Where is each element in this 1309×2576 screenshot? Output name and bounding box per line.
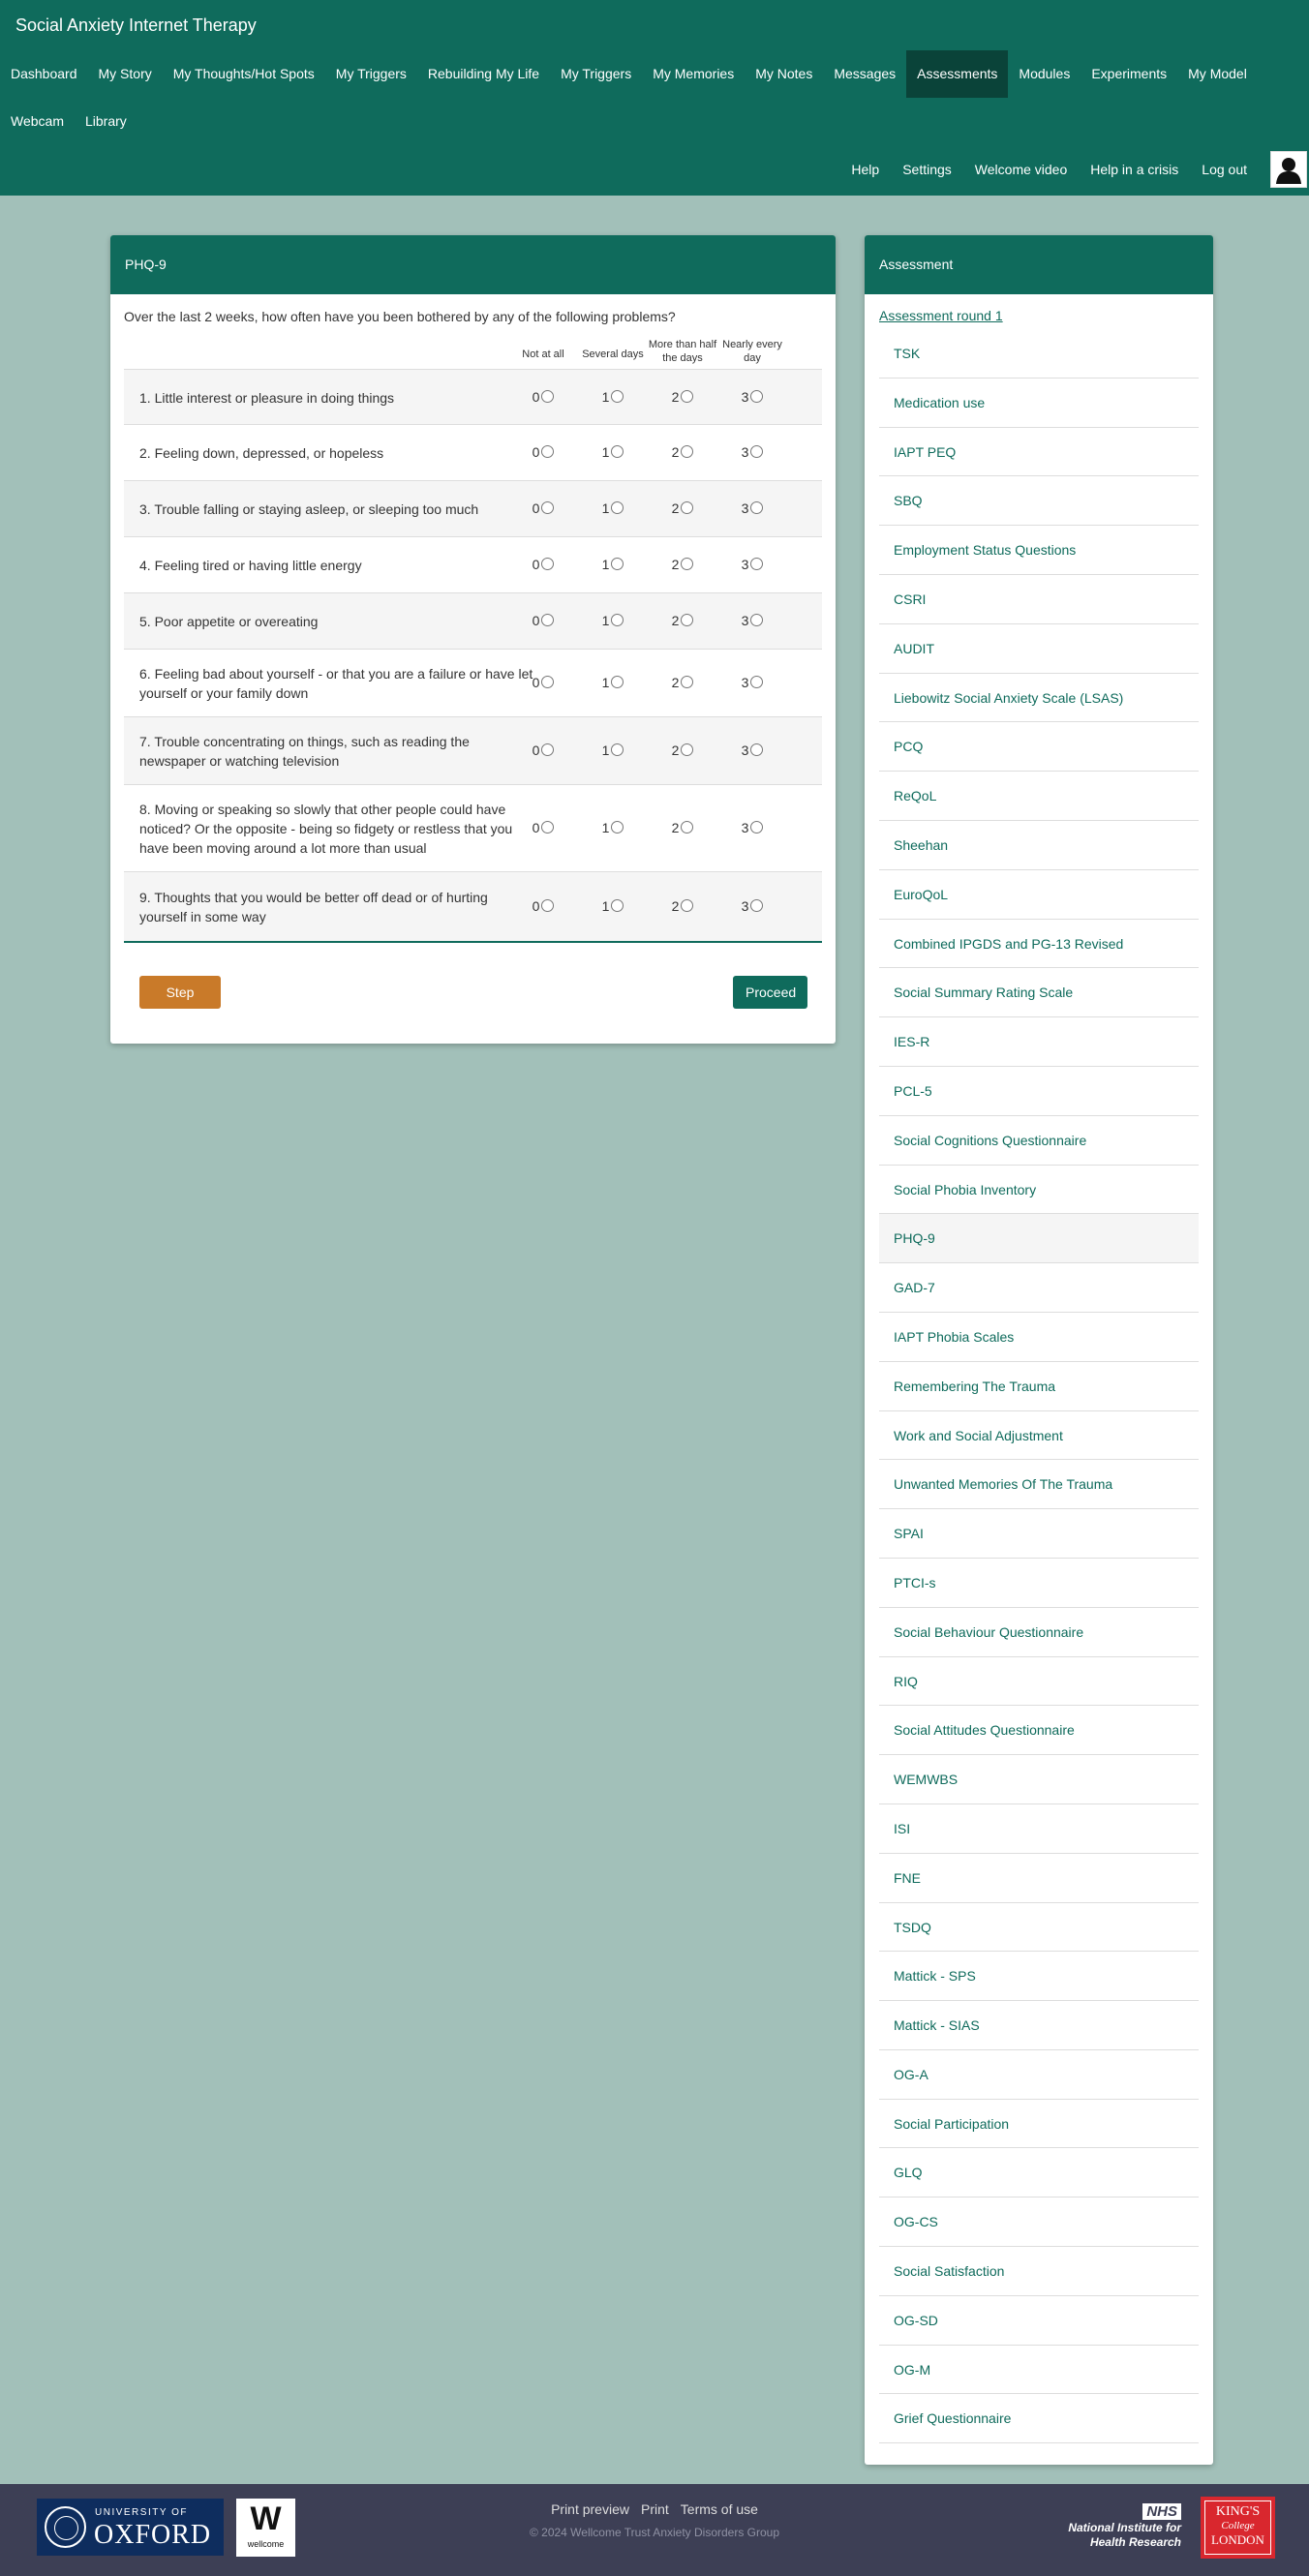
answer-option[interactable] — [648, 613, 717, 628]
answer-radio[interactable] — [611, 614, 624, 626]
question-text: 9. Thoughts that you would be better off dead or of hurting yourself in some way — [139, 890, 488, 924]
assessment-item[interactable]: Medication use — [879, 379, 1199, 428]
assessment-item[interactable]: IAPT Phobia Scales — [879, 1313, 1199, 1362]
answer-radio[interactable] — [541, 390, 554, 403]
answer-radio[interactable] — [541, 445, 554, 458]
nav-item-6[interactable]: My Memories — [653, 66, 735, 81]
answer-radio[interactable] — [541, 558, 554, 570]
user-avatar-icon[interactable] — [1270, 151, 1307, 188]
answer-score: 2 — [671, 613, 680, 628]
answer-score: 3 — [741, 898, 749, 914]
question-text: 2. Feeling down, depressed, or hopeless — [139, 445, 384, 461]
assessment-item[interactable]: AUDIT — [879, 624, 1199, 674]
step-back-button[interactable]: Step back — [139, 976, 221, 1009]
answer-option[interactable] — [508, 557, 578, 572]
answer-score: 3 — [741, 444, 749, 460]
question-text: 6. Feeling bad about yourself - or that you are a failure or have let yourself or your family down — [139, 666, 533, 701]
footer-link-2[interactable]: Terms of use — [680, 2501, 758, 2517]
answer-score: 0 — [532, 500, 540, 516]
assessment-item[interactable]: Social Behaviour Questionnaire — [879, 1608, 1199, 1657]
nav-item-4[interactable]: Rebuilding My Life — [427, 66, 540, 81]
oxford-logo-line1: UNIVERSITY OF — [95, 2507, 188, 2518]
question-text: 7. Trouble concentrating on things, such as reading the newspaper or watching television — [139, 734, 470, 769]
assessment-item[interactable]: Combined IPGDS and PG-13 Revised — [879, 920, 1199, 969]
nav-item-11[interactable]: Experiments — [1091, 66, 1168, 81]
answer-radio[interactable] — [611, 445, 624, 458]
answer-score: 2 — [671, 557, 680, 572]
answer-option[interactable] — [508, 444, 578, 460]
nihr-logo — [1050, 2503, 1181, 2554]
assessment-item[interactable]: PTCI-s — [879, 1559, 1199, 1608]
site-header — [0, 0, 1309, 196]
assessment-item[interactable]: Employment Status Questions — [879, 526, 1199, 575]
proceed-button[interactable]: Proceed — [733, 976, 807, 1009]
answer-option[interactable] — [648, 389, 717, 405]
answer-option[interactable] — [578, 613, 648, 628]
answer-score: 1 — [601, 613, 610, 628]
nihr-line1: National Institute for — [1068, 2521, 1181, 2534]
kings-line1: KING'S — [1215, 2504, 1261, 2519]
answer-option[interactable] — [508, 500, 578, 516]
assessment-item[interactable]: CSRI — [879, 575, 1199, 624]
assessment-item[interactable]: Social Cognitions Questionnaire — [879, 1116, 1199, 1166]
kings-line2: College — [1221, 2520, 1255, 2531]
assessment-item[interactable]: TSDQ — [879, 1903, 1199, 1953]
assessment-round-link[interactable]: Assessment round 1 — [879, 308, 1003, 323]
answer-score: 1 — [601, 500, 610, 516]
answer-radio[interactable] — [541, 501, 554, 514]
assessment-item[interactable]: Liebowitz Social Anxiety Scale (LSAS) — [879, 674, 1199, 723]
answer-radio[interactable] — [681, 743, 693, 756]
assessment-item[interactable]: WEMWBS — [879, 1755, 1199, 1804]
answer-radio[interactable] — [541, 821, 554, 833]
question-row — [124, 536, 822, 592]
answer-score: 1 — [601, 742, 610, 758]
answer-score: 3 — [741, 820, 749, 835]
answer-option[interactable] — [648, 557, 717, 572]
app-title[interactable]: Social Anxiety Internet Therapy — [15, 15, 257, 35]
secondary-nav — [828, 150, 1309, 189]
question-text: 3. Trouble falling or staying asleep, or sleeping too much — [139, 501, 479, 517]
answer-score: 0 — [532, 742, 540, 758]
assessment-item[interactable]: PCL-5 — [879, 1067, 1199, 1116]
answer-radio[interactable] — [681, 390, 693, 403]
answer-option[interactable] — [717, 613, 787, 628]
nav-item-0[interactable]: Dashboard — [11, 66, 77, 81]
site-footer — [0, 2484, 1309, 2576]
assessment-item[interactable]: OG-SD — [879, 2296, 1199, 2346]
nav-item-12[interactable]: My Model — [1188, 66, 1247, 81]
answer-option[interactable] — [648, 898, 717, 914]
answer-radio[interactable] — [611, 558, 624, 570]
question-row — [124, 871, 822, 941]
assessment-sidebar — [865, 235, 1213, 2465]
answer-option[interactable] — [717, 389, 787, 405]
answer-option[interactable] — [508, 898, 578, 914]
answer-score: 2 — [671, 444, 680, 460]
kings-line3: LONDON — [1211, 2532, 1264, 2547]
copyright: © 2024 Wellcome Trust Anxiety Disorders Group — [529, 2526, 780, 2539]
answer-option[interactable] — [578, 389, 648, 405]
answer-score: 3 — [741, 675, 749, 690]
answer-radio[interactable] — [611, 676, 624, 688]
nihr-line2: Health Research — [1089, 2535, 1181, 2549]
kings-college-logo — [1201, 2497, 1275, 2559]
question-row — [124, 480, 822, 536]
answer-option[interactable] — [717, 820, 787, 835]
answer-radio[interactable] — [681, 558, 693, 570]
answer-score: 0 — [532, 389, 540, 405]
assessment-item[interactable]: Social Attitudes Questionnaire — [879, 1706, 1199, 1755]
answer-option[interactable] — [648, 820, 717, 835]
assessment-item[interactable]: SBQ — [879, 476, 1199, 526]
answer-score: 1 — [601, 898, 610, 914]
assessment-item[interactable]: GLQ — [879, 2148, 1199, 2197]
assessment-item[interactable]: OG-A — [879, 2050, 1199, 2100]
answer-option[interactable] — [717, 500, 787, 516]
answer-score: 0 — [532, 444, 540, 460]
assessment-item[interactable]: Social Participation — [879, 2100, 1199, 2149]
assessment-item[interactable]: Grief Questionnaire — [879, 2394, 1199, 2443]
nav-item-3[interactable]: My Triggers — [335, 66, 407, 81]
subnav-item-4[interactable]: Log out — [1202, 162, 1247, 177]
answer-radio[interactable] — [750, 614, 763, 626]
answer-radio[interactable] — [750, 558, 763, 570]
assessment-item[interactable]: Mattick - SPS — [879, 1952, 1199, 2001]
nav-item-5[interactable]: My Triggers — [561, 66, 632, 81]
answer-option[interactable] — [717, 742, 787, 758]
assessment-item[interactable]: EuroQoL — [879, 870, 1199, 920]
answer-option[interactable] — [578, 557, 648, 572]
answer-score: 0 — [532, 898, 540, 914]
sidebar-title: Assessment — [865, 235, 1213, 294]
question-row — [124, 649, 822, 716]
answer-score: 3 — [741, 500, 749, 516]
assessment-item[interactable]: Mattick - SIAS — [879, 2001, 1199, 2050]
answer-radio[interactable] — [750, 899, 763, 912]
answer-option[interactable] — [717, 557, 787, 572]
wellcome-name: wellcome — [247, 2539, 285, 2549]
answer-score: 0 — [532, 675, 540, 690]
question-row — [124, 424, 822, 480]
answer-option[interactable] — [508, 613, 578, 628]
answer-option[interactable] — [578, 675, 648, 690]
answer-score: 2 — [671, 389, 680, 405]
answer-radio[interactable] — [750, 676, 763, 688]
nav-item-1[interactable]: My Story — [98, 66, 152, 81]
nav-item-14[interactable]: Library — [84, 113, 127, 129]
answer-score: 0 — [532, 820, 540, 835]
nav-item-10[interactable]: Modules — [1019, 66, 1071, 81]
column-header-1: Several days — [582, 349, 644, 360]
assessment-item[interactable]: Sheehan — [879, 821, 1199, 870]
nav-item-2[interactable]: My Thoughts/Hot Spots — [172, 66, 315, 81]
question-row — [124, 784, 822, 871]
answer-score: 1 — [601, 675, 610, 690]
assessment-item[interactable]: FNE — [879, 1854, 1199, 1903]
column-header-0: Not at all — [522, 349, 564, 360]
assessment-item[interactable]: ISI — [879, 1804, 1199, 1854]
answer-score: 1 — [601, 557, 610, 572]
assessment-item[interactable]: OG-CS — [879, 2197, 1199, 2247]
answer-score: 2 — [671, 675, 680, 690]
column-header-2: More than half the days — [648, 339, 717, 364]
subnav-item-2[interactable]: Welcome video — [974, 162, 1068, 177]
answer-score: 3 — [741, 742, 749, 758]
answer-radio[interactable] — [681, 821, 693, 833]
answer-score: 1 — [601, 820, 610, 835]
column-header-3: Nearly every day — [722, 339, 782, 364]
subnav-item-0[interactable]: Help — [851, 162, 880, 177]
question-text: 4. Feeling tired or having little energy — [139, 558, 362, 573]
answer-radio[interactable] — [541, 676, 554, 688]
assessment-item[interactable]: Remembering The Trauma — [879, 1362, 1199, 1411]
footer-link-0[interactable]: Print preview — [551, 2501, 629, 2517]
assessment-item[interactable]: Social Satisfaction — [879, 2247, 1199, 2296]
questionnaire-panel — [110, 235, 836, 1044]
answer-score: 3 — [741, 389, 749, 405]
answer-score: 1 — [601, 389, 610, 405]
assessment-item[interactable]: Social Summary Rating Scale — [879, 968, 1199, 1017]
answer-radio[interactable] — [681, 899, 693, 912]
footer-link-1[interactable]: Print — [640, 2501, 669, 2517]
question-list — [124, 369, 822, 943]
answer-score: 3 — [741, 613, 749, 628]
subnav-item-3[interactable]: Help in a crisis — [1090, 162, 1179, 177]
answer-option[interactable] — [508, 675, 578, 690]
answer-radio[interactable] — [750, 501, 763, 514]
assessment-item[interactable]: PHQ-9 — [879, 1214, 1199, 1263]
answer-radio[interactable] — [750, 390, 763, 403]
assessment-item[interactable]: SPAI — [879, 1509, 1199, 1559]
assessment-item[interactable]: RIQ — [879, 1657, 1199, 1707]
answer-option[interactable] — [717, 898, 787, 914]
assessment-list — [879, 329, 1199, 2443]
answer-radio[interactable] — [611, 390, 624, 403]
assessment-item[interactable]: ReQoL — [879, 772, 1199, 821]
answer-score: 3 — [741, 557, 749, 572]
question-text: 1. Little interest or pleasure in doing things — [139, 390, 395, 406]
answer-column-headers — [124, 338, 822, 367]
answer-option[interactable] — [508, 742, 578, 758]
question-row — [124, 369, 822, 424]
answer-radio[interactable] — [541, 743, 554, 756]
assessment-item[interactable]: Work and Social Adjustment — [879, 1411, 1199, 1461]
answer-radio[interactable] — [611, 501, 624, 514]
nav-item-8[interactable]: Messages — [834, 66, 897, 81]
answer-score: 0 — [532, 557, 540, 572]
answer-option[interactable] — [648, 675, 717, 690]
answer-option[interactable] — [578, 742, 648, 758]
answer-option[interactable] — [648, 742, 717, 758]
answer-option[interactable] — [717, 444, 787, 460]
nav-item-7[interactable]: My Notes — [755, 66, 813, 81]
assessment-item[interactable]: OG-M — [879, 2346, 1199, 2395]
answer-score: 2 — [671, 820, 680, 835]
question-row — [124, 716, 822, 784]
answer-option[interactable] — [578, 820, 648, 835]
question-intro: Over the last 2 weeks, how often have you been bothered by any of the following problems? — [124, 309, 676, 324]
assessment-item[interactable]: TSK — [879, 329, 1199, 379]
answer-radio[interactable] — [611, 743, 624, 756]
answer-score: 1 — [601, 444, 610, 460]
assessment-item[interactable]: GAD-7 — [879, 1263, 1199, 1313]
answer-radio[interactable] — [541, 899, 554, 912]
answer-radio[interactable] — [681, 614, 693, 626]
main-nav — [0, 50, 1309, 145]
assessment-item[interactable]: Social Phobia Inventory — [879, 1166, 1199, 1215]
answer-option[interactable] — [508, 820, 578, 835]
answer-option[interactable] — [508, 389, 578, 405]
answer-radio[interactable] — [681, 501, 693, 514]
answer-score: 2 — [671, 898, 680, 914]
answer-option[interactable] — [578, 444, 648, 460]
answer-radio[interactable] — [681, 445, 693, 458]
answer-score: 0 — [532, 613, 540, 628]
assessment-item[interactable]: Unwanted Memories Of The Trauma — [879, 1460, 1199, 1509]
answer-score: 2 — [671, 500, 680, 516]
answer-radio[interactable] — [681, 676, 693, 688]
questionnaire-title: PHQ-9 — [110, 235, 836, 294]
assessment-item[interactable]: IES-R — [879, 1017, 1199, 1067]
assessment-item[interactable]: PCQ — [879, 722, 1199, 772]
wellcome-mark: W — [250, 2500, 282, 2537]
answer-radio[interactable] — [750, 821, 763, 833]
oxford-logo-line2: OXFORD — [94, 2520, 212, 2550]
answer-score: 2 — [671, 742, 680, 758]
question-text: 8. Moving or speaking so slowly that other people could have noticed? Or the opposite - being so fidgety or restless that you have been moving around a lot more than usual — [139, 802, 513, 856]
answer-option[interactable] — [717, 675, 787, 690]
answer-option[interactable] — [648, 500, 717, 516]
answer-radio[interactable] — [541, 614, 554, 626]
question-text: 5. Poor appetite or overeating — [139, 614, 319, 629]
answer-radio[interactable] — [611, 821, 624, 833]
answer-radio[interactable] — [611, 899, 624, 912]
nav-item-9[interactable]: Assessments — [906, 50, 1008, 98]
subnav-item-1[interactable]: Settings — [902, 162, 952, 177]
nav-item-13[interactable]: Webcam — [11, 113, 64, 129]
answer-option[interactable] — [578, 500, 648, 516]
answer-option[interactable] — [648, 444, 717, 460]
answer-radio[interactable] — [750, 743, 763, 756]
assessment-item[interactable]: IAPT PEQ — [879, 428, 1199, 477]
nhs-mark: NHS — [1142, 2503, 1181, 2520]
question-row — [124, 592, 822, 649]
answer-radio[interactable] — [750, 445, 763, 458]
answer-option[interactable] — [578, 898, 648, 914]
